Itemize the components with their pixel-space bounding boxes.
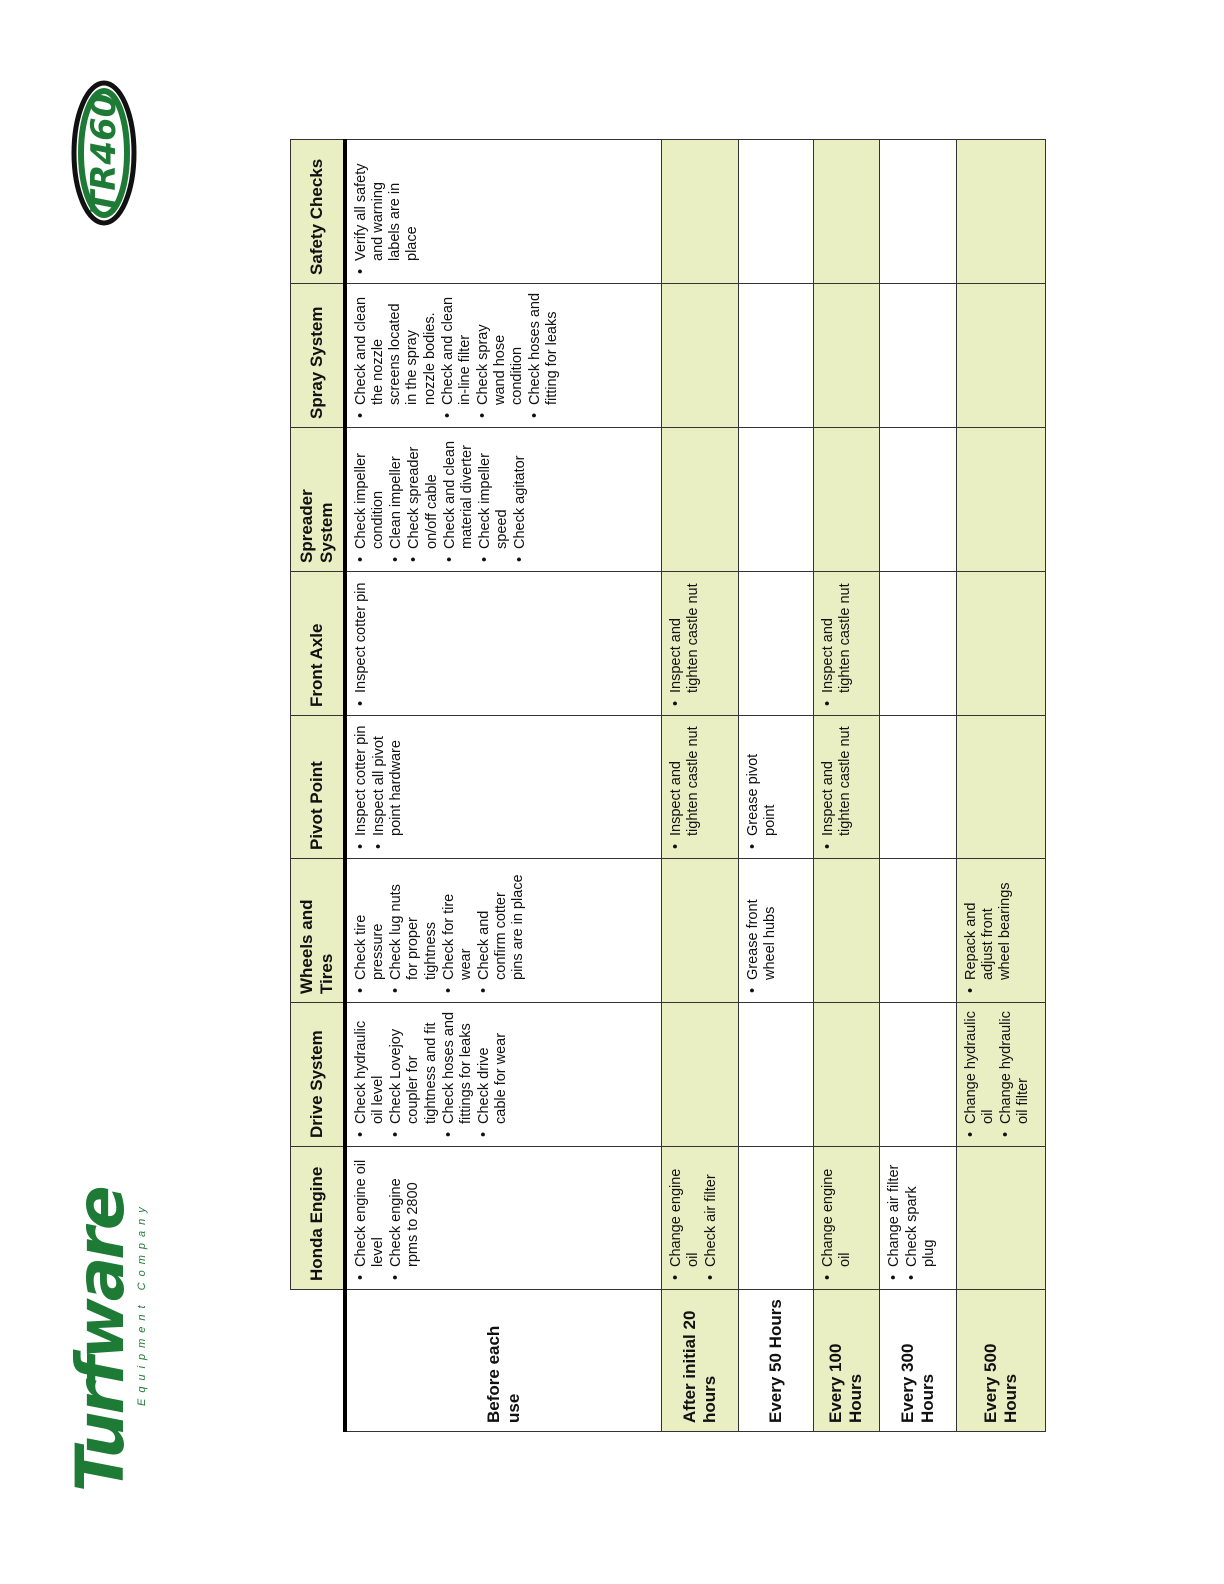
task-cell bbox=[661, 572, 738, 716]
column-header: Wheels and Tires bbox=[291, 859, 346, 1003]
task-item: • Check agitator bbox=[512, 436, 529, 549]
corner-cell bbox=[291, 1290, 346, 1432]
task-cell bbox=[879, 572, 956, 716]
task-cell bbox=[738, 1003, 813, 1147]
task-cell bbox=[956, 428, 1045, 572]
column-header: Drive System bbox=[291, 1003, 346, 1147]
task-cell bbox=[813, 859, 879, 1003]
task-item: • Grease pivot point bbox=[745, 724, 779, 836]
task-cell bbox=[738, 284, 813, 428]
task-list bbox=[353, 867, 527, 994]
task-cell bbox=[661, 140, 738, 284]
task-cell bbox=[956, 284, 1045, 428]
logo-wordmark: Turfware bbox=[62, 1188, 139, 1492]
task-cell bbox=[956, 1003, 1045, 1147]
task-item: • Inspect all pivot point hardware bbox=[371, 724, 405, 836]
task-cell bbox=[956, 859, 1045, 1003]
task-list bbox=[963, 867, 1014, 994]
task-cell bbox=[813, 140, 879, 284]
task-list bbox=[353, 724, 405, 850]
task-item: • Check engine oil level bbox=[353, 1155, 387, 1267]
interval-label: Every 100 Hours bbox=[813, 1290, 879, 1432]
task-item: • Check and clean in-line filter bbox=[440, 292, 474, 405]
task-cell bbox=[956, 716, 1045, 859]
task-item: • Check and clean the nozzle screens located in the spray nozzle bodies. bbox=[353, 292, 439, 405]
task-item: • Inspect cotter pin bbox=[353, 724, 370, 836]
task-item: • Inspect and tighten castle nut bbox=[668, 724, 702, 836]
task-cell bbox=[661, 859, 738, 1003]
task-item: • Clean impeller bbox=[388, 436, 405, 549]
task-item: • Check Lovejoy coupler for tightness and fit bbox=[388, 1011, 439, 1124]
task-item: • Check air filter bbox=[703, 1155, 720, 1267]
task-item: • Inspect and tighten castle nut bbox=[820, 724, 854, 836]
task-cell bbox=[879, 1147, 956, 1290]
task-item: • Inspect and tighten castle nut bbox=[820, 580, 854, 693]
column-header: Safety Checks bbox=[291, 140, 346, 284]
task-list bbox=[668, 580, 702, 707]
task-cell bbox=[879, 1003, 956, 1147]
task-list bbox=[820, 580, 854, 707]
task-cell bbox=[345, 1147, 661, 1290]
interval-label: Every 500 Hours bbox=[956, 1290, 1045, 1432]
task-cell bbox=[879, 859, 956, 1003]
task-cell bbox=[879, 428, 956, 572]
task-item: • Check spreader on/off cable bbox=[406, 436, 440, 549]
task-cell bbox=[879, 716, 956, 859]
task-list bbox=[353, 1011, 510, 1138]
task-item: • Check tire pressure bbox=[353, 867, 387, 980]
column-header: Spreader System bbox=[291, 428, 346, 572]
task-list bbox=[668, 1155, 720, 1281]
task-item: • Change engine oil bbox=[668, 1155, 702, 1267]
task-list bbox=[353, 148, 421, 275]
task-cell bbox=[738, 859, 813, 1003]
task-item: • Check engine rpms to 2800 bbox=[388, 1155, 422, 1267]
task-cell bbox=[661, 1147, 738, 1290]
task-cell bbox=[345, 716, 661, 859]
task-item: • Check for tire wear bbox=[441, 867, 475, 980]
task-item: • Change engine oil bbox=[820, 1155, 854, 1267]
task-list bbox=[820, 724, 854, 850]
task-list bbox=[353, 1155, 422, 1281]
interval-label: Before each use bbox=[345, 1290, 661, 1432]
task-item: • Check impeller speed bbox=[477, 436, 511, 549]
task-cell bbox=[345, 859, 661, 1003]
badge-model-text: TR460 bbox=[84, 93, 124, 214]
turfware-logo bbox=[62, 1172, 148, 1492]
task-item: • Check hoses and fittings for leaks bbox=[441, 1011, 475, 1124]
task-item: • Verify all safety and warning labels are in place bbox=[353, 148, 421, 261]
table-row bbox=[813, 140, 879, 1432]
interval-label: Every 50 Hours bbox=[738, 1290, 813, 1432]
task-cell bbox=[956, 140, 1045, 284]
table-row bbox=[879, 140, 956, 1432]
task-item: • Check drive cable for wear bbox=[476, 1011, 510, 1124]
task-item: • Check lug nuts for proper tightness bbox=[388, 867, 439, 980]
task-item: • Repack and adjust front wheel bearings bbox=[963, 867, 1014, 980]
task-cell bbox=[813, 428, 879, 572]
task-cell bbox=[738, 428, 813, 572]
task-list bbox=[745, 867, 779, 994]
task-cell bbox=[661, 428, 738, 572]
task-cell bbox=[956, 1147, 1045, 1290]
column-header: Pivot Point bbox=[291, 716, 346, 859]
task-cell bbox=[738, 572, 813, 716]
task-cell bbox=[345, 1003, 661, 1147]
task-list bbox=[353, 580, 370, 707]
task-item: • Check impeller condition bbox=[353, 436, 387, 549]
task-cell bbox=[345, 428, 661, 572]
task-item: • Inspect and tighten castle nut bbox=[668, 580, 702, 693]
column-header: Front Axle bbox=[291, 572, 346, 716]
logo-tagline: Equipment Company bbox=[136, 1201, 148, 1406]
task-cell bbox=[813, 572, 879, 716]
task-cell bbox=[813, 1003, 879, 1147]
task-item: • Check spray wand hose condition bbox=[475, 292, 526, 405]
tr460-badge bbox=[70, 78, 138, 228]
column-header: Honda Engine bbox=[291, 1147, 346, 1290]
table-row bbox=[345, 140, 661, 1432]
column-header: Spray System bbox=[291, 284, 346, 428]
maintenance-schedule bbox=[290, 140, 1046, 1432]
task-cell bbox=[345, 140, 661, 284]
interval-label: After initial 20 hours bbox=[661, 1290, 738, 1432]
task-list bbox=[886, 1155, 938, 1281]
task-list bbox=[353, 292, 561, 419]
task-item: • Grease front wheel hubs bbox=[745, 867, 779, 980]
task-cell bbox=[738, 716, 813, 859]
interval-label: Every 300 Hours bbox=[879, 1290, 956, 1432]
task-item: • Inspect cotter pin bbox=[353, 580, 370, 693]
task-list bbox=[820, 1155, 854, 1281]
task-cell bbox=[661, 716, 738, 859]
table-row bbox=[661, 140, 738, 1432]
task-item: • Change air filter bbox=[886, 1155, 903, 1267]
task-cell bbox=[345, 284, 661, 428]
task-list bbox=[353, 436, 529, 563]
task-item: • Change hydraulic oil filter bbox=[998, 1011, 1032, 1124]
task-cell bbox=[661, 284, 738, 428]
task-cell bbox=[879, 140, 956, 284]
task-item: • Check hydraulic oil level bbox=[353, 1011, 387, 1124]
task-list bbox=[963, 1011, 1032, 1138]
task-list bbox=[668, 724, 702, 850]
task-cell bbox=[661, 1003, 738, 1147]
table-row bbox=[956, 140, 1045, 1432]
task-cell bbox=[813, 1147, 879, 1290]
task-item: • Check and confirm cotter pins are in place bbox=[476, 867, 527, 980]
task-list bbox=[745, 724, 779, 850]
task-cell bbox=[956, 572, 1045, 716]
task-item: • Check spark plug bbox=[904, 1155, 938, 1267]
task-cell bbox=[879, 284, 956, 428]
task-cell bbox=[738, 140, 813, 284]
schedule-table bbox=[290, 139, 1046, 1432]
task-cell bbox=[345, 572, 661, 716]
task-item: • Check hoses and fitting for leaks bbox=[527, 292, 561, 405]
task-item: • Change hydraulic oil bbox=[963, 1011, 997, 1124]
task-item: • Check and clean material diverter bbox=[442, 436, 476, 549]
task-cell bbox=[738, 1147, 813, 1290]
task-cell bbox=[813, 284, 879, 428]
task-cell bbox=[813, 716, 879, 859]
header-row bbox=[291, 140, 346, 1432]
table-row bbox=[738, 140, 813, 1432]
